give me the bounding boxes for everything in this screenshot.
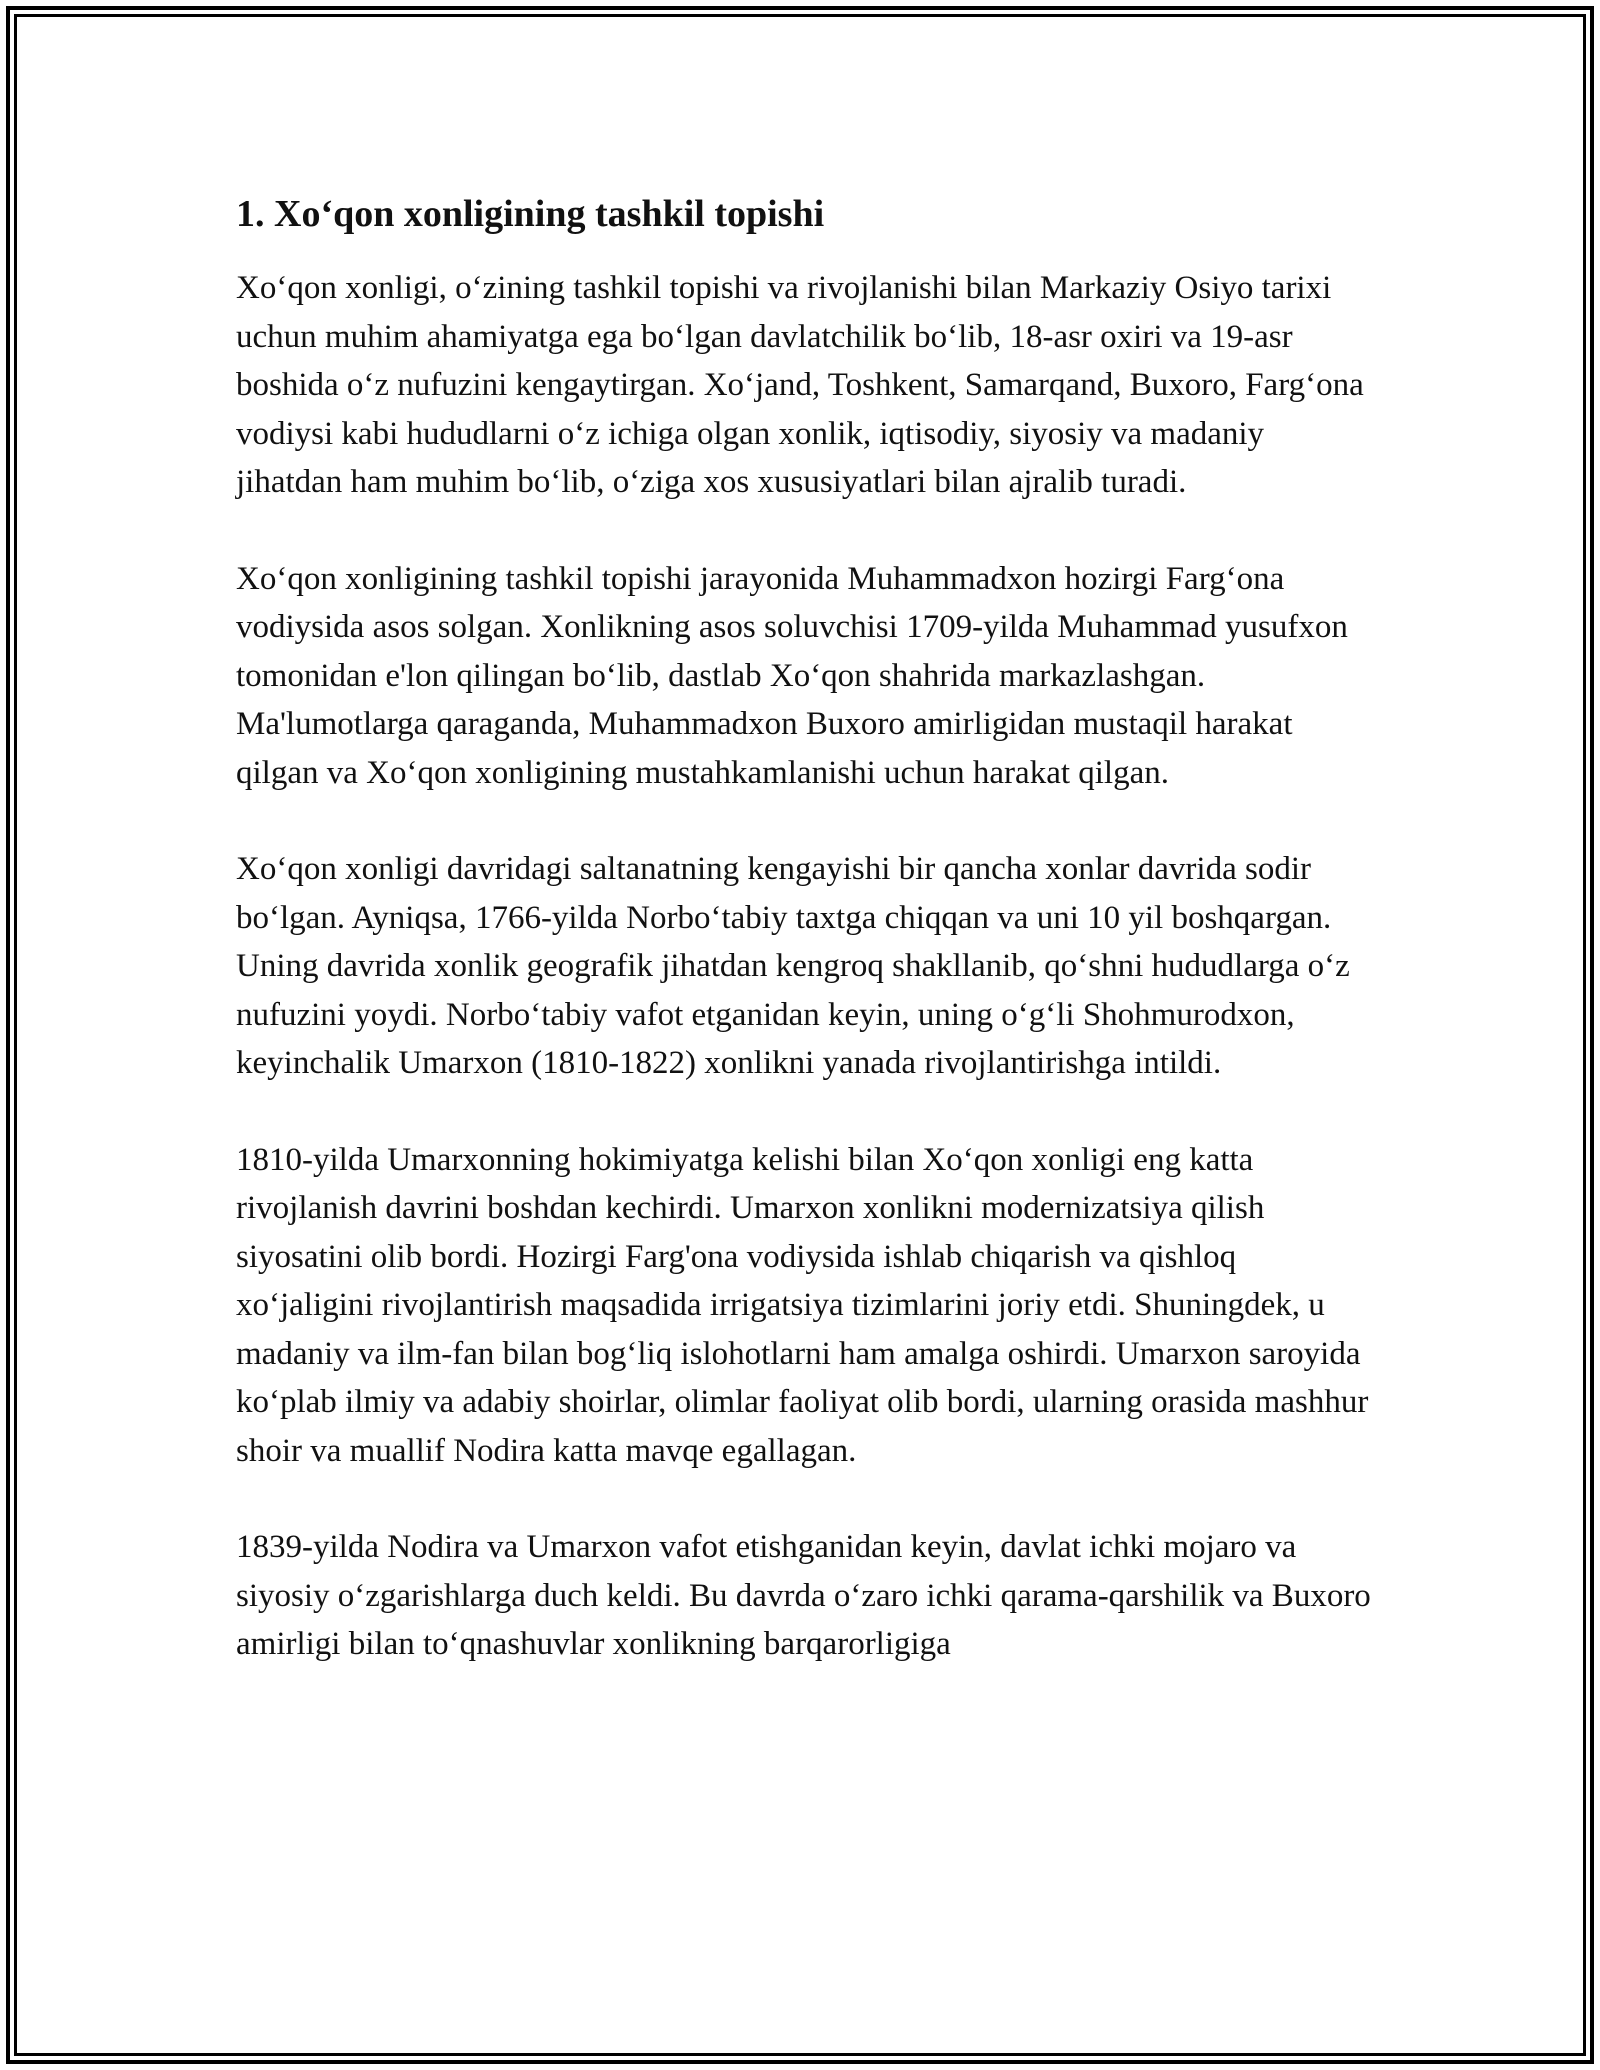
paragraph-1: Xo‘qon xonligi, o‘zining tashkil topishi va rivojlanishi bilan Markaziy Osiyo tarixi uchun muhim ahamiyatga ega bo‘lgan davlatchilik bo‘lib, 18-asr oxiri va 19-asr boshida o‘z nufuzini kengaytirgan. Xo‘jand, Toshkent, Samarqand, Buxoro, Farg‘ona vodiysi kabi hududlarni o‘z ichiga olgan xonlik, iqtisodiy, siyosiy va madaniy jihatdan ham muhim bo‘lib, o‘ziga xos xususiyatlari bilan ajralib turadi. — [236, 270, 1364, 500]
section-heading: 1. Xo‘qon xonligining tashkil topishi — [236, 193, 825, 235]
paragraph-3: Xo‘qon xonligi davridagi saltanatning kengayishi bir qancha xonlar davrida sodir bo‘lgan. Ayniqsa, 1766-yilda Norbo‘tabiy taxtga chiqqan va uni 10 yil boshqargan. Uning davrida xonlik geografik jihatdan kengroq shakllanib, qo‘shni hududlarga o‘z nufuzini yoydi. Norbo‘tabiy vafot etganidan keyin, uning o‘g‘li Shohmurodxon, keyinchalik Umarxon (1810-1822) xonlikni yanada rivojlantirishga intildi. — [236, 851, 1350, 1081]
paragraph-5: 1839-yilda Nodira va Umarxon vafot etishganidan keyin, davlat ichki mojaro va siyosiy o‘zgarishlarga duch keldi. Bu davrda o‘zaro ichki qarama-qarshilik va Buxoro amirligi bilan to‘qnashuvlar xonlikning barqarorligiga — [236, 1529, 1371, 1662]
paragraph-2: Xo‘qon xonligining tashkil topishi jarayonida Muhammadxon hozirgi Farg‘ona vodiysida asos solgan. Xonlikning asos soluvchisi 1709-yilda Muhammad yusufxon tomonidan e'lon qilingan bo‘lib, dastlab Xo‘qon shahrida markazlashgan. Ma'lumotlarga qaraganda, Muhammadxon Buxoro amirligidan mustaqil harakat qilgan va Xo‘qon xonligining mustahkamlanishi uchun harakat qilgan. — [236, 560, 1348, 791]
document-body — [236, 186, 1376, 1717]
paragraph-4: 1810-yilda Umarxonning hokimiyatga kelishi bilan Xo‘qon xonligi eng katta rivojlanish davrini boshdan kechirdi. Umarxon xonlikni modernizatsiya qilish siyosatini olib bordi. Hozirgi Farg'ona vodiysida ishlab chiqarish va qishloq xo‘jaligini rivojlantirish maqsadida irrigatsiya tizimlarini joriy etdi. Shuningdek, u madaniy va ilm-fan bilan bog‘liq islohotlarni ham amalga oshirdi. Umarxon saroyida ko‘plab ilmiy va adabiy shoirlar, olimlar faoliyat olib bordi, ularning orasida mashhur shoir va muallif Nodira katta mavqe egallagan. — [236, 1141, 1369, 1469]
